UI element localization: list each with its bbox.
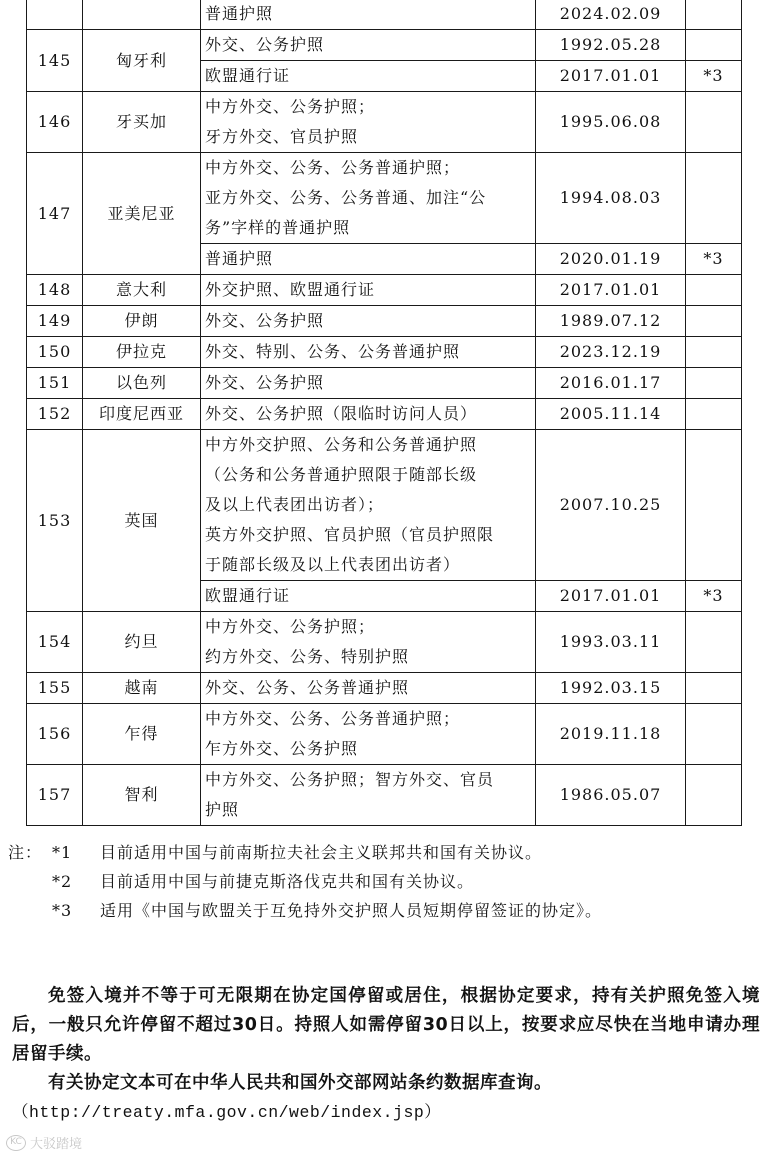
country-number-cell xyxy=(27,0,83,30)
country-name-cell: 牙买加 xyxy=(83,92,201,153)
note-cell xyxy=(686,337,742,368)
country-name-cell: 亚美尼亚 xyxy=(83,153,201,275)
effective-date-cell: 2016.01.17 xyxy=(536,368,686,399)
passport-type-line: 中方外交、公务、公务普通护照； xyxy=(205,158,461,177)
passport-type-cell xyxy=(201,0,536,30)
effective-date-cell: 2023.12.19 xyxy=(536,337,686,368)
note-cell: *3 xyxy=(686,244,742,275)
effective-date-cell: 2017.01.01 xyxy=(536,61,686,92)
passport-type-line: 中方外交护照、公务和公务普通护照 xyxy=(205,435,478,454)
country-number-cell: 156 xyxy=(27,704,83,765)
table-row xyxy=(27,612,742,673)
note-cell xyxy=(686,306,742,337)
note-cell xyxy=(686,30,742,61)
table-row xyxy=(27,153,742,244)
note-cell xyxy=(686,673,742,704)
effective-date-cell: 1992.05.28 xyxy=(536,30,686,61)
table-row xyxy=(27,0,742,30)
passport-type-line: 及以上代表团出访者）； xyxy=(205,495,385,514)
table-row xyxy=(27,30,742,61)
footnote-mark: *2 xyxy=(52,872,73,891)
passport-type-cell xyxy=(201,275,536,306)
effective-date-cell: 2020.01.19 xyxy=(536,244,686,275)
note-cell: *3 xyxy=(686,61,742,92)
note-cell xyxy=(686,0,742,30)
visa-exemption-table xyxy=(26,0,742,826)
passport-type-line: 中方外交、公务护照； xyxy=(205,617,376,636)
stay-notice: 免签入境并不等于可无限期在协定国停留或居住，根据协定要求，持有关护照免签入境后，一般只允许停留不超过30日。持照人如需停留30日以上，按要求应尽快在当地申请办理居留手续。 xyxy=(12,986,760,1064)
country-number-cell: 151 xyxy=(27,368,83,399)
footnotes xyxy=(8,838,758,925)
passport-type-line: 普通护照 xyxy=(205,4,274,23)
passport-type-line: 牙方外交、官员护照 xyxy=(205,127,359,146)
country-number-cell: 157 xyxy=(27,765,83,826)
passport-type-line: 外交、公务护照 xyxy=(205,311,325,330)
passport-type-line: 护照 xyxy=(205,800,240,819)
effective-date-cell: 1994.08.03 xyxy=(536,153,686,244)
footnote-mark: *3 xyxy=(52,901,73,920)
note-cell xyxy=(686,153,742,244)
passport-type-line: 中方外交、公务护照；智方外交、官员 xyxy=(205,770,495,789)
country-name-cell: 伊朗 xyxy=(83,306,201,337)
passport-type-line: 于随部长级及以上代表团出访者） xyxy=(205,555,461,574)
table-row xyxy=(27,306,742,337)
passport-type-line: （公务和公务普通护照限于随部长级 xyxy=(205,465,478,484)
table-row xyxy=(27,275,742,306)
passport-type-line: 外交、公务护照 xyxy=(205,35,325,54)
effective-date-cell: 2017.01.01 xyxy=(536,275,686,306)
country-name-cell: 英国 xyxy=(83,430,201,612)
footnote-text: 目前适用中国与前捷克斯洛伐克共和国有关协议。 xyxy=(100,872,475,891)
country-number-cell: 145 xyxy=(27,30,83,92)
note-cell xyxy=(686,765,742,826)
country-number-cell: 155 xyxy=(27,673,83,704)
country-name-cell: 印度尼西亚 xyxy=(83,399,201,430)
country-number-cell: 152 xyxy=(27,399,83,430)
table-row xyxy=(27,673,742,704)
effective-date-cell: 2005.11.14 xyxy=(536,399,686,430)
passport-type-cell xyxy=(201,399,536,430)
effective-date-cell: 2007.10.25 xyxy=(536,430,686,581)
table-row xyxy=(27,430,742,581)
watermark xyxy=(6,1133,82,1152)
passport-type-cell xyxy=(201,368,536,399)
table-row xyxy=(27,399,742,430)
passport-type-line: 欧盟通行证 xyxy=(205,586,291,605)
passport-type-line: 亚方外交、公务、公务普通、加注“公 xyxy=(205,188,487,207)
passport-type-cell xyxy=(201,430,536,581)
watermark-text: 大驳踏境 xyxy=(30,1137,83,1152)
footnote-row xyxy=(8,896,758,925)
footnote-mark: *1 xyxy=(52,843,73,862)
country-number-cell: 153 xyxy=(27,430,83,612)
effective-date-cell: 1993.03.11 xyxy=(536,612,686,673)
passport-type-cell xyxy=(201,337,536,368)
country-name-cell: 匈牙利 xyxy=(83,30,201,92)
country-name-cell: 伊拉克 xyxy=(83,337,201,368)
country-name-cell: 约旦 xyxy=(83,612,201,673)
country-name-cell xyxy=(83,0,201,30)
effective-date-cell: 1989.07.12 xyxy=(536,306,686,337)
passport-type-cell xyxy=(201,244,536,275)
country-name-cell: 意大利 xyxy=(83,275,201,306)
country-number-cell: 149 xyxy=(27,306,83,337)
effective-date-cell: 1992.03.15 xyxy=(536,673,686,704)
note-cell: *3 xyxy=(686,581,742,612)
country-number-cell: 148 xyxy=(27,275,83,306)
country-name-cell: 以色列 xyxy=(83,368,201,399)
note-cell xyxy=(686,275,742,306)
passport-type-cell xyxy=(201,153,536,244)
passport-type-cell xyxy=(201,581,536,612)
country-name-cell: 乍得 xyxy=(83,704,201,765)
passport-type-line: 中方外交、公务、公务普通护照； xyxy=(205,709,461,728)
passport-type-line: 英方外交护照、官员护照（官员护照限 xyxy=(205,525,495,544)
effective-date-cell: 2019.11.18 xyxy=(536,704,686,765)
treaty-notice: 有关协定文本可在中华人民共和国外交部网站条约数据库查询。 xyxy=(48,1073,552,1093)
passport-type-line: 约方外交、公务、特别护照 xyxy=(205,647,410,666)
passport-type-cell xyxy=(201,765,536,826)
passport-type-cell xyxy=(201,306,536,337)
country-name-cell: 越南 xyxy=(83,673,201,704)
notice-paragraphs xyxy=(12,982,760,1127)
table-row xyxy=(27,704,742,765)
passport-type-line: 外交、公务护照 xyxy=(205,373,325,392)
passport-type-line: 乍方外交、公务护照 xyxy=(205,739,359,758)
passport-type-cell xyxy=(201,61,536,92)
watermark-logo-icon: KC xyxy=(6,1135,26,1151)
country-name-cell: 智利 xyxy=(83,765,201,826)
note-cell xyxy=(686,704,742,765)
note-cell xyxy=(686,430,742,581)
table-row xyxy=(27,765,742,826)
country-number-cell: 154 xyxy=(27,612,83,673)
effective-date-cell: 1995.06.08 xyxy=(536,92,686,153)
country-number-cell: 150 xyxy=(27,337,83,368)
footnote-row xyxy=(8,867,758,896)
table-row xyxy=(27,92,742,153)
country-number-cell: 146 xyxy=(27,92,83,153)
note-cell xyxy=(686,612,742,673)
note-cell xyxy=(686,368,742,399)
table-row xyxy=(27,337,742,368)
passport-type-cell xyxy=(201,673,536,704)
footnote-text: 目前适用中国与前南斯拉夫社会主义联邦共和国有关协议。 xyxy=(100,843,543,862)
passport-type-line: 外交、特别、公务、公务普通护照 xyxy=(205,342,461,361)
footnote-row xyxy=(8,838,758,867)
passport-type-cell xyxy=(201,92,536,153)
country-number-cell: 147 xyxy=(27,153,83,275)
passport-type-line: 普通护照 xyxy=(205,249,274,268)
footnote-text: 适用《中国与欧盟关于互免持外交护照人员短期停留签证的协定》。 xyxy=(100,901,603,920)
footnote-lead: 注： xyxy=(8,843,43,862)
table-body xyxy=(27,0,742,826)
passport-type-line: 外交护照、欧盟通行证 xyxy=(205,280,376,299)
passport-type-cell xyxy=(201,612,536,673)
passport-type-line: 欧盟通行证 xyxy=(205,66,291,85)
passport-type-cell xyxy=(201,30,536,61)
effective-date-cell: 2024.02.09 xyxy=(536,0,686,30)
treaty-database-link[interactable]: （http://treaty.mfa.gov.cn/web/index.jsp） xyxy=(12,1103,442,1122)
passport-type-cell xyxy=(201,704,536,765)
note-cell xyxy=(686,399,742,430)
passport-type-line: 务”字样的普通护照 xyxy=(205,218,351,237)
table-row xyxy=(27,368,742,399)
note-cell xyxy=(686,92,742,153)
effective-date-cell: 1986.05.07 xyxy=(536,765,686,826)
passport-type-line: 外交、公务护照（限临时访问人员） xyxy=(205,404,478,423)
passport-type-line: 中方外交、公务护照； xyxy=(205,97,376,116)
effective-date-cell: 2017.01.01 xyxy=(536,581,686,612)
passport-type-line: 外交、公务、公务普通护照 xyxy=(205,678,410,697)
